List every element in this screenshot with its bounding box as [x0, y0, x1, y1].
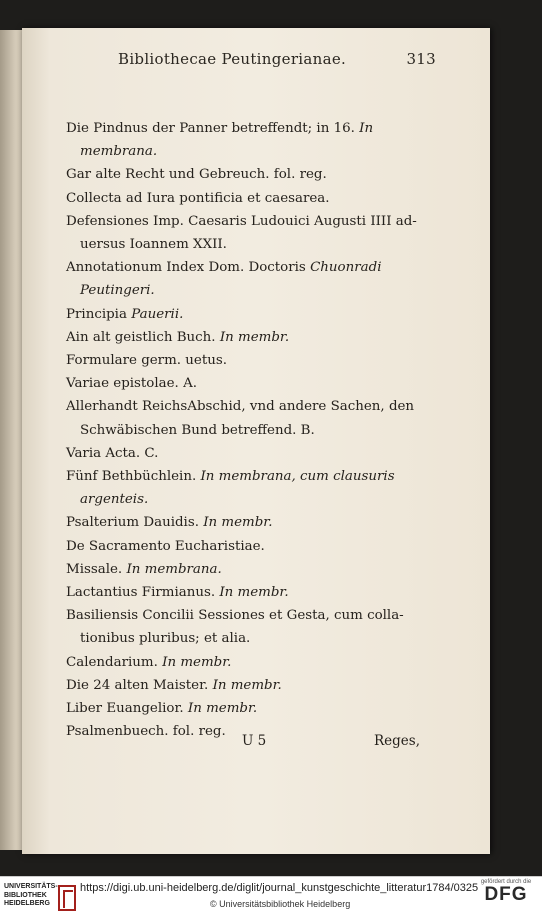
copyright-notice: © Universitätsbibliothek Heidelberg	[210, 899, 351, 909]
entry-text: Varia Acta. C.	[66, 445, 159, 461]
entry-text: Die Pindnus der Panner betreffendt; in 16.	[66, 121, 355, 136]
catalog-entry	[66, 697, 424, 720]
catalog-entry	[66, 604, 424, 650]
catalog-entry	[66, 442, 424, 465]
entry-note: In membr.	[203, 515, 273, 531]
entry-text: Lactantius Firmianus.	[66, 585, 216, 601]
signature-mark: U 5	[242, 733, 267, 749]
entry-text: Fünf Bethbüchlein.	[66, 469, 197, 485]
viewer-footer	[0, 876, 542, 917]
entry-text: Gar alte Recht und Gebreuch. fol. reg.	[66, 167, 327, 183]
entry-text: Allerhandt ReichsAbschid, vnd andere Sachen, den	[66, 399, 415, 415]
entry-continuation: Schwäbischen Bund betreffend. B.	[80, 422, 315, 438]
catchline	[66, 733, 424, 753]
entry-text: Psalterium Dauidis.	[66, 515, 199, 531]
catalog-entries	[66, 117, 424, 743]
catalog-entry	[66, 187, 424, 210]
entry-note: In membr.	[187, 701, 258, 717]
entry-text: Defensiones Imp. Caesaris Ludouici Augusti IIII ad-	[66, 213, 417, 229]
entry-text: Die 24 alten Maister.	[66, 677, 209, 693]
entry-note: In membr.	[162, 654, 232, 670]
entry-text: Ain alt geistlich Buch.	[66, 329, 216, 345]
catalog-entry	[66, 535, 424, 558]
entry-note: In	[359, 121, 374, 136]
funding-note: gefördert durch die	[480, 879, 532, 885]
entry-note: Chuonradi	[310, 260, 382, 276]
catalog-entry	[66, 256, 424, 302]
entry-text: Annotationum Index Dom. Doctoris	[66, 260, 306, 276]
catalog-entry	[66, 117, 424, 163]
entry-note: In membr.	[219, 585, 289, 601]
entry-text: Liber Euangelior.	[66, 701, 184, 717]
funder-name: DFG	[484, 884, 528, 905]
entry-continuation: uersus Ioannem XXII.	[80, 237, 227, 253]
catalog-entry	[66, 558, 424, 581]
catalog-entry	[66, 465, 424, 511]
entry-note: Pauerii.	[131, 306, 184, 322]
entry-text: Psalmenbuech. fol. reg.	[66, 724, 226, 740]
entry-text: Missale.	[66, 561, 123, 577]
dfg-logo[interactable]	[480, 879, 532, 905]
entry-continuation: tionibus pluribus; et alia.	[80, 631, 251, 647]
entry-text: Principia	[66, 306, 127, 322]
entry-continuation: argenteis.	[80, 492, 149, 508]
catalog-entry	[66, 511, 424, 534]
entry-note: In membr.	[219, 329, 290, 345]
entry-note: In membr.	[212, 677, 282, 693]
permalink-url[interactable]: https://digi.ub.uni-heidelberg.de/diglit/journal_kunstgeschichte_litteratur1784/0325	[80, 882, 479, 894]
library-logo-mark-icon	[58, 885, 76, 911]
entry-text: Variae epistolae. A.	[66, 376, 197, 392]
entry-continuation: Peutingeri.	[80, 283, 155, 299]
catalog-entry	[66, 372, 424, 395]
catalog-entry	[66, 674, 424, 697]
entry-text: De Sacramento Eucharistiae.	[66, 538, 265, 554]
catalog-entry	[66, 326, 424, 349]
library-name: UNIVERSITÄTS- BIBLIOTHEK HEIDELBERG	[4, 883, 58, 907]
entry-text: Formulare germ. uetus.	[66, 353, 227, 369]
entry-text: Collecta ad Iura pontificia et caesarea.	[66, 190, 330, 206]
page-number: 313	[406, 50, 436, 68]
catalog-entry	[66, 163, 424, 186]
entry-note: In membrana.	[126, 561, 222, 577]
entry-note: In membrana, cum clausuris	[200, 469, 395, 485]
entry-continuation: membrana.	[80, 144, 158, 160]
entry-text: Basiliensis Concilii Sessiones et Gesta, cum colla-	[66, 608, 404, 624]
catchword: Reges,	[373, 733, 420, 749]
catalog-entry	[66, 303, 424, 326]
catalog-entry	[66, 210, 424, 256]
library-logo[interactable]	[4, 883, 78, 913]
entry-text: Calendarium.	[66, 654, 158, 670]
catalog-entry	[66, 349, 424, 372]
catalog-entry	[66, 395, 424, 441]
running-title: Bibliothecae Peutingerianae.	[118, 50, 347, 68]
catalog-entry	[66, 581, 424, 604]
catalog-entry	[66, 651, 424, 674]
